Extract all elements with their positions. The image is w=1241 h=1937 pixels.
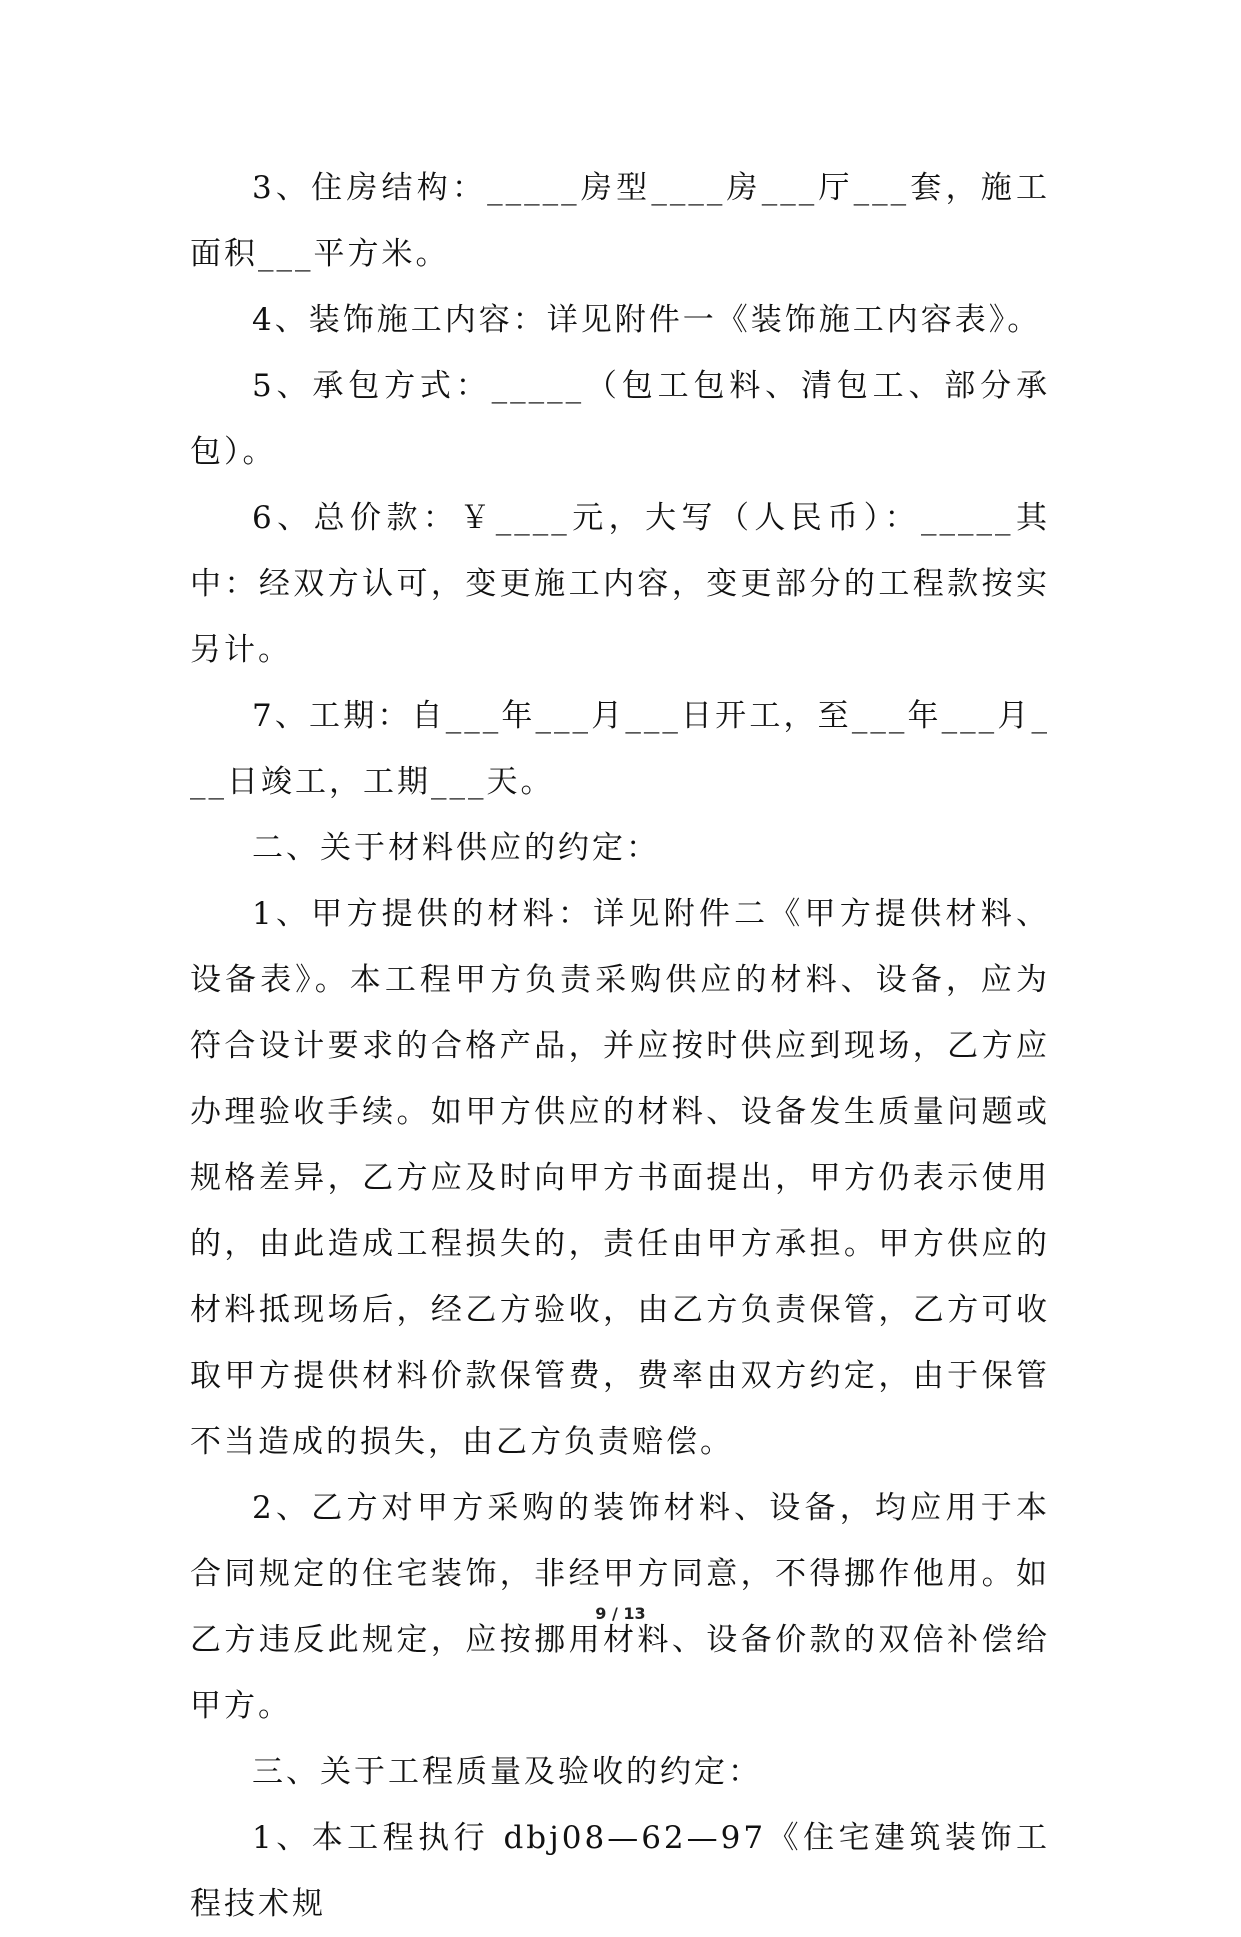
paragraph-total-price: 6、总价款：￥____元，大写（人民币）：_____其中：经双方认可，变更施工内容，变更部分的工程款按实另计。: [190, 500, 1050, 668]
document-body: [190, 155, 1050, 1937]
paragraph-contract-method: 5、承包方式：_____（包工包料、清包工、部分承包）。: [190, 368, 1050, 470]
paragraph-housing-structure: 3、住房结构：_____房型____房___厅___套，施工面积___平方米。: [190, 170, 1050, 272]
section-heading-material-supply: 二、关于材料供应的约定：: [252, 830, 660, 866]
paragraph-decoration-content: 4、装饰施工内容：详见附件一《装饰施工内容表》。: [252, 302, 1042, 338]
paragraph-party-a-materials: 1、甲方提供的材料：详见附件二《甲方提供材料、设备表》。本工程甲方负责采购供应的材料、设备，应为符合设计要求的合格产品，并应按时供应到现场，乙方应办理验收手续。如甲方供应的材料、设备发生质量问题或规格差异，乙方应及时向甲方书面提出，甲方仍表示使用的，由此造成工程损失的，责任由甲方承担。甲方供应的材料抵现场后，经乙方验收，由乙方负责保管，乙方可收取甲方提供材料价款保管费，费率由双方约定，由于保管不当造成的损失，由乙方负责赔偿。: [190, 896, 1050, 1460]
paragraph-party-b-material-use: 2、乙方对甲方采购的装饰材料、设备，均应用于本合同规定的住宅装饰，非经甲方同意，不得挪作他用。如乙方违反此规定，应按挪用材料、设备价款的双倍补偿给甲方。: [190, 1490, 1050, 1724]
paragraph-construction-period: 7、工期：自___年___月___日开工，至___年___月___日竣工，工期___天。: [190, 698, 1050, 800]
paragraph-technical-standard: 1、本工程执行 dbj08—62—97《住宅建筑装饰工程技术规: [190, 1820, 1050, 1922]
page-number: 9 / 13: [595, 1604, 646, 1623]
section-heading-quality-acceptance: 三、关于工程质量及验收的约定：: [252, 1754, 762, 1790]
